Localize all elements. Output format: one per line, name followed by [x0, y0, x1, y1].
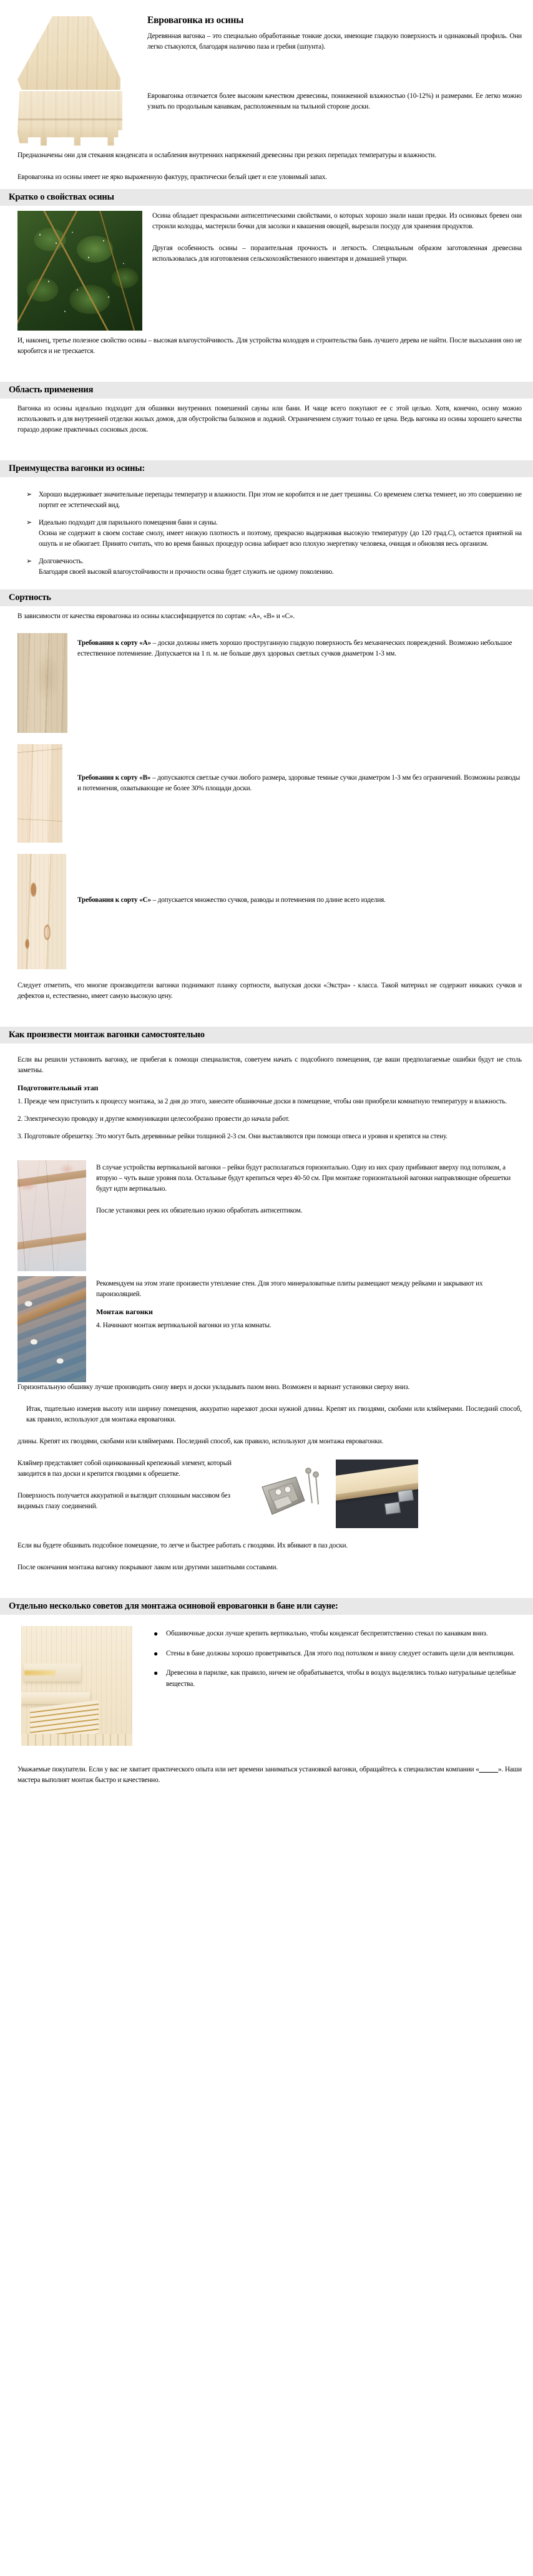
- intro-paragraph-4: Евровагонка из осины имеет не ярко выраженную фактуру, практически белый цвет и еле уловимый запах.: [17, 173, 327, 182]
- antiseptic-text: После установки реек их обязательно нужно обработать антисептиком.: [96, 1207, 303, 1215]
- closing-paragraph: [17, 1765, 522, 1786]
- board-with-clips-figure: [336, 1460, 418, 1528]
- grade-a-figure: [17, 633, 67, 733]
- list-item: [17, 556, 522, 578]
- grade-b-lead: Требования к сорту «В»: [77, 774, 151, 782]
- section-heading-properties: Кратко о свойствах осины: [0, 189, 533, 206]
- klyammer-paragraph-2: Поверхность получается аккуратной и выглядит сплошным массивом без видимых глазу соединений.: [17, 1492, 230, 1511]
- list-item: [17, 518, 522, 550]
- klyammer-row: [17, 1458, 522, 1529]
- grade-c-body: – допускается множество сучков, разводы и потемнения по длине всего изделия.: [150, 896, 386, 904]
- rails-row: [17, 1160, 522, 1271]
- grade-c-text: [77, 895, 522, 906]
- sauna-tip-text: Стены в бане должны хорошо проветриваться. Для этого под потолком и внизу следует оставить щели для вентиляции.: [166, 1649, 515, 1657]
- plank-top-image: [17, 16, 120, 90]
- grade-b-body: – допускаются светлые сучки любого размера, здоровые темные сучки диаметром 1-3 мм без ограничений. Возможны разводы и потемнения, охватывающие не более 30% площади доски.: [77, 774, 521, 793]
- insulation-text: Рекомендуем на этом этапе произвести утепление стен. Для этого минераловатные плиты размещают между рейками и закрывают их пароизоляцией.: [96, 1280, 483, 1299]
- list-item: Подготовьте обрешетку. Это могут быть деревянные рейки толщиной 2-3 см. Они выставляются при помощи отвеса и уровня и крепятся на стену.: [24, 1133, 447, 1141]
- advantages-section: [0, 477, 533, 589]
- varnish-text: После окончания монтажа вагонку покрывают лаком или другими зашитными составами.: [17, 1564, 278, 1572]
- grade-row-b: [17, 744, 522, 843]
- grade-a-text: [77, 638, 522, 659]
- sauna-light-glow: [24, 1670, 56, 1675]
- application-paragraph-1: Вагонка из осины идеально подходит для обшивки внутренних помешений сауны или бани. И чаще всего покупают ее с этой целью. Хотя, конечно, осину можно использовать и для внутренней отделки жилых домов, для обустройства балконов и лоджий. Ограничением служит только ее цена. Ведь вагонка из осины хорошего качества гораздо дороже практичных сосновых досок.: [17, 405, 522, 434]
- properties-paragraph-1: Осина обладает прекрасными антисептическими свойствами, о которых хорошо знали наши предки. Из осиновых бревен они строили колодцы, мастерили бочки для засолки и квашения овощей, вырезали посуду для хранения продуктов.: [152, 212, 522, 231]
- intro-paragraph-3: Предназначены они для стекания конденсата и ослабления внутренних напряжений древесины при резких перепадах температуры и влажности.: [17, 152, 436, 159]
- dot-bullet-icon: ●: [154, 1668, 159, 1678]
- advantage-body: Благодаря своей высокой влагоустойчивости и прочности осина будет служить не одному поколению.: [39, 568, 334, 576]
- section-heading-application: Область применения: [0, 382, 533, 399]
- advantage-body: Хорошо выдерживает значительные перепады температур и влажности. При этом не коробится и не дает трешины. Со временем слегка темнеет, но это совершенно не портит ее эстетический вид.: [39, 491, 522, 510]
- grade-a-body: – доски должны иметь хорошо проструганную гладкую поверхность без механических повреждений. Возможно небольшое естественное потемнение. Допускается на 1 п. м. не больше двух здоровых светлых сучков диаметром 1-3 мм.: [77, 639, 512, 658]
- grades-intro: В зависимости от качества евровагонка из осины классифицируется по сортам: «А», «В» и «С».: [17, 613, 295, 621]
- cut-text: Итак, тщательно измерив высоту или ширину помещения, аккуратно нарезают доски нужной длины. Крепят их гвоздями, скобами или кляймерами. Последний способ, как правило, используют для монтажа евровагонки.: [26, 1405, 522, 1424]
- grade-c-lead: Требования к сорту «С»: [77, 896, 151, 904]
- sauna-tip-text: Древесина в парилке, как правило, ничем не обрабатывается, чтобы в воздух выделялись только натуральные целебные вещества.: [166, 1669, 516, 1688]
- klyammer-clip-figure: [257, 1462, 327, 1529]
- insulation-row: [17, 1276, 522, 1382]
- grade-a-lead: Требования к сорту «А»: [77, 639, 151, 647]
- list-item: [150, 1649, 522, 1659]
- list-item: [150, 1629, 522, 1639]
- aspen-leaves-figure: [17, 211, 142, 331]
- list-item: [17, 490, 522, 511]
- dot-bullet-icon: ●: [154, 1649, 159, 1658]
- grade-b-text: [77, 773, 522, 794]
- list-item: Электрическую проводку и другие коммуникации целесообразно провести до начала работ.: [24, 1115, 290, 1123]
- nails-text: Если вы будете обшивать подсобное помещение, то легче и быстрее работать с гвоздями. Их вбивают в паз доски.: [17, 1542, 348, 1550]
- section-heading-sauna-tips: Отдельно несколько советов для монтажа осиновой евровагонки в бане или сауне:: [0, 1598, 533, 1615]
- wall-insulation-figure: [17, 1276, 86, 1382]
- grade-row-a: [17, 633, 522, 733]
- dot-bullet-icon: ●: [154, 1629, 159, 1639]
- section-heading-grades: Сортность: [0, 589, 533, 606]
- advantage-lead: Долговечность.: [39, 558, 84, 566]
- grade-b-figure: [17, 744, 67, 843]
- closing-part-1: Уважаемые покупатели. Если у вас не хватает практического опыта или нет времени заниматься установкой вагонки, обращайтесь к специалистам компании «: [17, 1766, 479, 1774]
- sauna-tips-list: [150, 1629, 522, 1690]
- grade-c-figure: [17, 854, 67, 969]
- installation-section: [0, 1043, 533, 1598]
- prep-stage-heading: Подготовительный этап: [17, 1083, 99, 1093]
- closing-part-2: ». Наши мастера выполнят монтаж быстро и качественно.: [17, 1766, 522, 1784]
- arrow-bullet-icon: ➢: [26, 491, 32, 499]
- wall-rails-figure: [17, 1160, 86, 1271]
- intro-paragraph-1: Деревянная вагонка – это специально обработанные тонкие доски, имеющие гладкую поверхность и одинаковый профиль. Они легко стыкуются, благодаря наличию паза и гребня (шпунта).: [147, 32, 522, 51]
- plank-top-figure: [17, 0, 136, 90]
- properties-paragraph-2: Другая особенность осины – поразительная прочность и легкость. Специальным образом заготовленная древесина использовалась для изготовления сельскохозяйственного инвентаря и домашней утвари.: [152, 245, 522, 263]
- grade-row-c: [17, 854, 522, 969]
- list-item: Прежде чем приступить к процессу монтажа, за 2 дня до этого, занесите обшивочные доски в помещение, чтобы они приобрели комнатную температуру и влажность.: [24, 1098, 507, 1106]
- application-section: [0, 399, 533, 460]
- klyammer-paragraph-1: Кляймер представляет собой оцинкованный крепежный элемент, который заводится в паз доски и крепится гвоздями к обрешетке.: [17, 1460, 232, 1478]
- klyammer-svg-icon: [257, 1462, 327, 1529]
- section-heading-advantages: Преимущества вагонки из осины:: [0, 460, 533, 477]
- plank-profile-figure: [17, 91, 136, 150]
- rails-text: В случае устройства вертикальной вагонки – рейки будут располагаться горизонтально. Одну из них сразу прибивают вверху под потолком, а вторую – чуть выше уровня пола. Остальные будут крепиться через 40-50 см. При монтаже горизонтальной вагонки направляющие обрешетки будут идти вертикально.: [96, 1164, 511, 1193]
- aspen-leaves-image: [17, 211, 142, 331]
- arrow-bullet-icon: ➢: [26, 519, 32, 527]
- grades-section: [0, 606, 533, 1027]
- sauna-interior-figure: [21, 1626, 132, 1746]
- prep-steps-list: [17, 1097, 522, 1142]
- section-heading-installation: Как произвести монтаж вагонки самостоятельно: [0, 1027, 533, 1043]
- sauna-tips-section: [0, 1615, 533, 1803]
- grades-note: Следует отметить, что многие производители вагонки поднимают планку сортности, выпуская доски «Экстра» - класса. Такой материал не содержит никаких сучков и дефектов и, естественно, имеет самую высокую цену.: [17, 982, 522, 1000]
- grade-b-board-image: [17, 744, 62, 843]
- properties-section: [0, 206, 533, 382]
- sauna-tip-text: Обшивочные доски лучше крепить вертикально, чтобы конденсат беспрепятственно стекал по канавкам вниз.: [166, 1630, 488, 1638]
- advantage-lead: Идеально подходит для парильного помещения бани и сауны.: [39, 519, 218, 527]
- board-with-clips-image: [336, 1460, 418, 1528]
- wall-rails-image: [17, 1160, 86, 1271]
- arrow-bullet-icon: ➢: [26, 558, 32, 566]
- sauna-floor: [21, 1734, 132, 1746]
- grade-c-board-image: [17, 854, 66, 969]
- advantage-body: Осина не содержит в своем составе смолу, имеет низкую плотность и поэтому, прекрасно выдерживая высокую температуру (до 120 град.С), остается приятной на ошупь и не обжигает. Принято считать, что во время банных процедур осина забирает всю плохую энергетику человека, очищая и обновляя весь организм.: [39, 530, 522, 548]
- properties-paragraph-3: И, наконец, третье полезное свойство осины – высокая влагоустойчивость. Для устройства колодцев и строительства бань лучшего дерева не найти. После высыхания оно не коробится и не трескается.: [17, 337, 522, 356]
- page-title: Евровагонка из осины: [147, 15, 244, 26]
- company-name-blank: ____: [479, 1766, 499, 1774]
- wall-insulation-image: [17, 1276, 86, 1382]
- advantages-list: [17, 490, 522, 578]
- horizontal-text: Горизонтальную обшивку лучше производить снизу вверх и доски укладывать пазом вниз. Возможен и вариант установки сверху вниз.: [17, 1383, 410, 1392]
- installation-intro: Если вы решили установить вагонку, не прибегая к помощи специалистов, советуем начать с подсобного помещения, где ваши предполагаемые ошибки будут не столь заметны.: [17, 1056, 522, 1075]
- list-item: [150, 1668, 522, 1690]
- step-4: 4. Начинают монтаж вертикальной вагонки из угла комнаты.: [96, 1322, 271, 1330]
- grade-a-board-image: [17, 633, 67, 733]
- mount-heading: Монтаж вагонки: [96, 1307, 153, 1317]
- intro-section: [0, 0, 533, 183]
- klyammer-clip-image: [257, 1462, 327, 1529]
- cut-text-repeat: длины. Крепят их гвоздями, скобами или кляймерами. Последний способ, как правило, используют для монтажа евровагонки.: [17, 1438, 384, 1446]
- plank-profile-image: [17, 91, 122, 150]
- sauna-interior-image: [21, 1626, 132, 1746]
- intro-paragraph-2: Евровагонка отличается более высоким качеством древесины, пониженной влажностью (10-12%) и размерами. Ее легко можно узнать по продольным канавкам, расположенным на тыльной стороне доски.: [147, 92, 522, 111]
